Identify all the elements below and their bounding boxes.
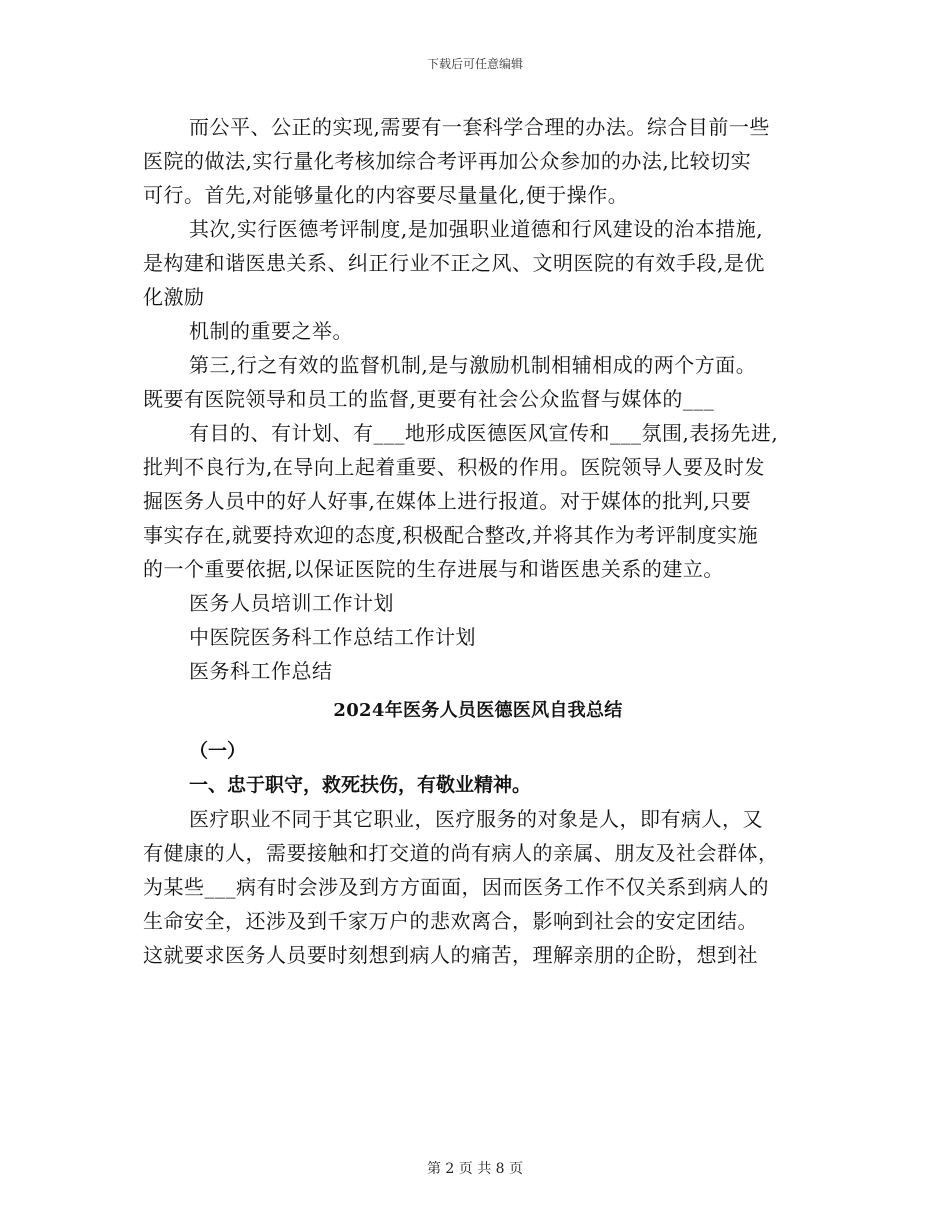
text-line: 可行。首先,对能够量化的内容要尽量量化,便于操作。 [143,183,629,207]
text-line: 是构建和谐医患关系、纠正行业不正之风、文明医院的有效手段,是优 [143,251,765,275]
text-line: 中医院医务科工作总结工作计划 [189,625,476,649]
paragraph-block-b [143,802,813,972]
page-footer-number: 第 2 页 共 8 页 [426,1161,524,1177]
text-line: 的一个重要依据,以保证医院的生存进展与和谐医患关系的建立。 [143,557,724,581]
text-line: 批判不良行为,在导向上起着重要、积极的作用。医院领导人要及时发 [143,455,765,479]
text-line: 医务人员培训工作计划 [189,591,394,615]
text-line: 事实存在,就要持欢迎的态度,积极配合整改,并将其作为考评制度实施 [143,523,759,547]
text-line: 医疗职业不同于其它职业，医疗服务的对象是人，即有病人，又 [189,807,763,831]
text-line: 机制的重要之举。 [189,319,353,343]
document-body [143,110,813,972]
paragraph-block-a [143,110,813,688]
text-line: 其次,实行医德考评制度,是加强职业道德和行风建设的治本措施, [189,217,764,241]
text-line: 掘医务人员中的好人好事,在媒体上进行报道。对于媒体的批判,只要 [143,489,752,513]
text-line: 有健康的人，需要接触和打交道的尚有病人的亲属、朋友及社会群体， [143,841,779,865]
text-line: 这就要求医务人员要时刻想到病人的痛苦，理解亲朋的企盼，想到社 [143,943,758,967]
section-heading: 一、忠于职守，救死扶伤，有敬业精神。 [189,774,532,796]
text-line: 第三,行之有效的监督机制,是与激励机制相辅相成的两个方面。 [189,353,757,377]
text-line: 生命安全，还涉及到千家万户的悲欢离合，影响到社会的安定团结。 [143,909,758,933]
text-line: 化激励 [143,285,205,309]
text-line: 既要有医院领导和员工的监督,更要有社会公众监督与媒体的___ [143,387,715,411]
page-header-note: 下载后可任意编辑 [426,57,523,71]
text-line: 有目的、有计划、有___地形成医德医风宣传和___氛围,表扬先进, [189,421,779,445]
text-line: 为某些___病有时会涉及到方方面面，因而医务工作不仅关系到病人的 [143,875,769,899]
text-line: 医院的做法,实行量化考核加综合考评再加公众参加的办法,比较切实 [143,149,752,173]
text-line: 医务科工作总结 [189,659,333,683]
text-line: 而公平、公正的实现,需要有一套科学合理的办法。综合目前一些 [189,115,770,139]
document-title: 2024年医务人员医德医风自我总结 [333,700,623,721]
part-label: （一） [189,740,247,762]
